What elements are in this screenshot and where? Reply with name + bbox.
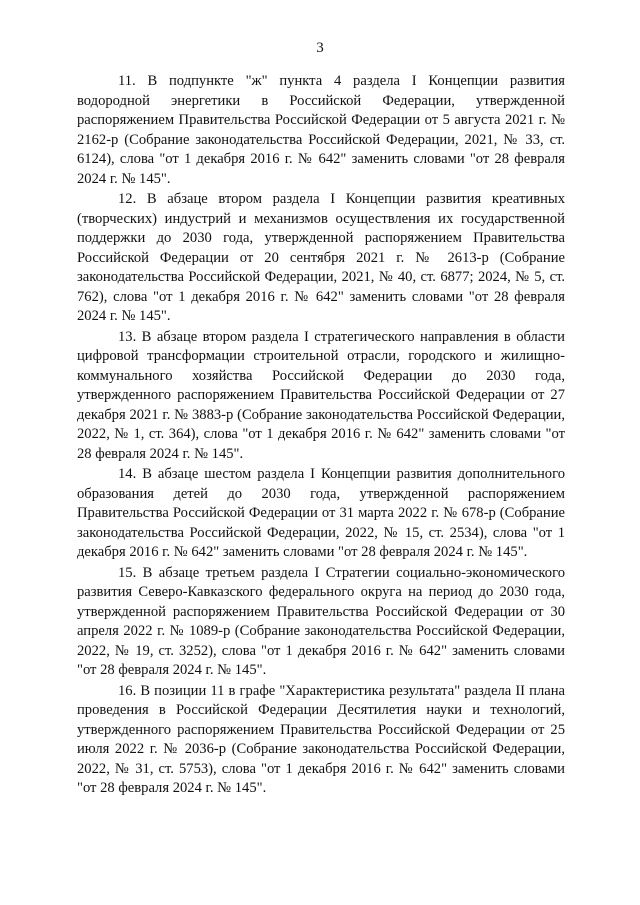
paragraph-item-12: 12. В абзаце втором раздела I Концепции развития креативных (творческих) индустрий и механизмов осуществления их государственной поддержки до 2030 года, утвержденной распоряжением Правительства Российской Федерации от 20 сентября 2021 г. № 2613-р (Собрание законодательства Российской Федерации, 2021, № 40, ст. 6877; 2024, № 5, ст. 762), слова "от 1 декабря 2016 г. № 642" заменить словами "от 28 февраля 2024 г. № 145". [77, 191, 565, 324]
document-body [77, 72, 565, 800]
page-number: 3 [316, 40, 324, 56]
paragraph-item-15: 15. В абзаце третьем раздела I Стратегии социально-экономического развития Северо-Кавказского федерального округа на период до 2030 года, утвержденной распоряжением Правительства Российской Федерации от 30 апреля 2022 г. № 1089-р (Собрание законодательства Российской Федерации, 2022, № 19, ст. 3252), слова "от 1 декабря 2016 г. № 642" заменить словами "от 28 февраля 2024 г. № 145". [77, 564, 565, 678]
paragraph-item-11: 11. В подпункте "ж" пункта 4 раздела I Концепции развития водородной энергетики в Российской Федерации, утвержденной распоряжением Правительства Российской Федерации от 5 августа 2021 г. № 2162-р (Собрание законодательства Российской Федерации, 2021, № 33, ст. 6124), слова "от 1 декабря 2016 г. № 642" заменить словами "от 28 февраля 2024 г. № 145". [77, 73, 565, 187]
paragraph-item-14: 14. В абзаце шестом раздела I Концепции развития дополнительного образования детей до 2030 года, утвержденной распоряжением Правительства Российской Федерации от 31 марта 2022 г. № 678-р (Собрание законодательства Российской Федерации, 2022, № 15, ст. 2534), слова "от 1 декабря 2016 г. № 642" заменить словами "от 28 февраля 2024 г. № 145". [77, 466, 565, 560]
paragraph-item-13: 13. В абзаце втором раздела I стратегического направления в области цифровой трансформации строительной отрасли, городского и жилищно-коммунального хозяйства Российской Федерации до 2030 года, утвержденного распоряжением Правительства Российской Федерации от 27 декабря 2021 г. № 3883-р (Собрание законодательства Российской Федерации, 2022, № 1, ст. 364), слова "от 1 декабря 2016 г. № 642" заменить словами "от 28 февраля 2024 г. № 145". [77, 328, 565, 462]
paragraph-item-16: 16. В позиции 11 в графе "Характеристика результата" раздела II плана проведения в Российской Федерации Десятилетия науки и технологий, утвержденного распоряжением Правительства Российской Федерации от 25 июля 2022 г. № 2036-р (Собрание законодательства Российской Федерации, 2022, № 31, ст. 5753), слова "от 1 декабря 2016 г. № 642" заменить словами "от 28 февраля 2024 г. № 145". [77, 682, 565, 796]
